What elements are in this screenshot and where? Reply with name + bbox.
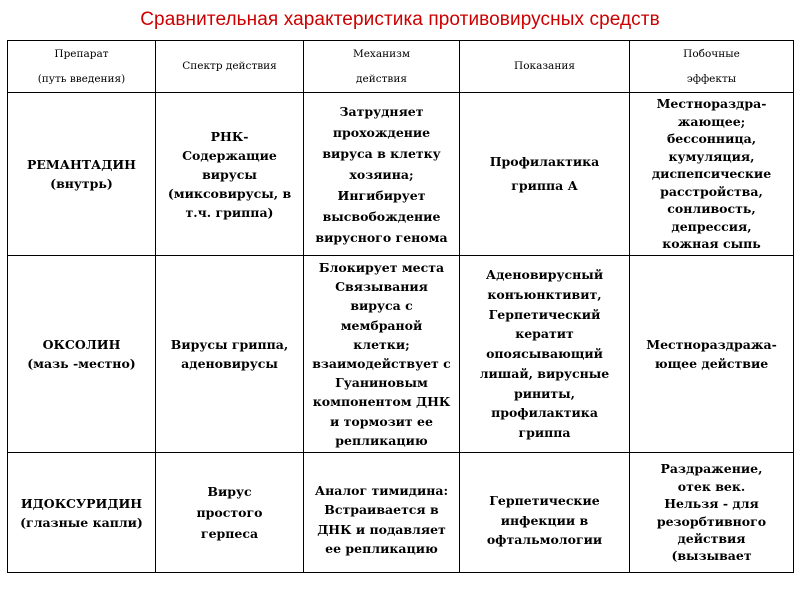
cell-mechanism: Затрудняет прохождение вируса в клетку хозяина; Ингибирует высвобождение вирусного генома — [304, 93, 460, 256]
cell-mechanism: Блокирует места Связывания вируса с мембраной клетки; взаимодействует с Гуаниновым компонентом ДНК и тормозит ее репликацию — [304, 256, 460, 453]
header-drug: Препарат (путь введения) — [8, 41, 156, 93]
header-mechanism: Механизм действия — [304, 41, 460, 93]
cell-drug: ИДОКСУРИДИН (глазные капли) — [8, 453, 156, 573]
table-row — [8, 256, 794, 453]
cell-side-effects: Раздражение, отек век. Нельзя - для резорбтивного действия (вызывает — [630, 453, 794, 573]
cell-indications: Аденовирусный конъюнктивит, Герпетический кератит опоясывающий лишай, вирусные риниты, профилактика гриппа — [460, 256, 630, 453]
table-row — [8, 453, 794, 573]
table-header-row — [8, 41, 794, 93]
cell-spectrum: Вирусы гриппа, аденовирусы — [156, 256, 304, 453]
cell-side-effects: Местнораздра- жающее; бессонница, кумуляция, диспепсические расстройства, сонливость, депрессия, кожная сыпь — [630, 93, 794, 256]
table-row — [8, 93, 794, 256]
cell-drug: ОКСОЛИН (мазь -местно) — [8, 256, 156, 453]
cell-indications: Профилактика гриппа А — [460, 93, 630, 256]
page-title: Сравнительная характеристика противовирусных средств — [140, 9, 660, 30]
header-side-effects: Побочные эффекты — [630, 41, 794, 93]
cell-mechanism: Аналог тимидина: Встраивается в ДНК и подавляет ее репликацию — [304, 453, 460, 573]
comparison-table — [7, 40, 794, 573]
cell-indications: Герпетические инфекции в офтальмологии — [460, 453, 630, 573]
cell-spectrum: Вирус простого герпеса — [156, 453, 304, 573]
cell-spectrum: РНК- Содержащие вирусы (миксовирусы, в т.ч. гриппа) — [156, 93, 304, 256]
cell-drug: РЕМАНТАДИН (внутрь) — [8, 93, 156, 256]
header-spectrum: Спектр действия — [156, 41, 304, 93]
header-indications: Показания — [460, 41, 630, 93]
cell-side-effects: Местнораздража- ющее действие — [630, 256, 794, 453]
